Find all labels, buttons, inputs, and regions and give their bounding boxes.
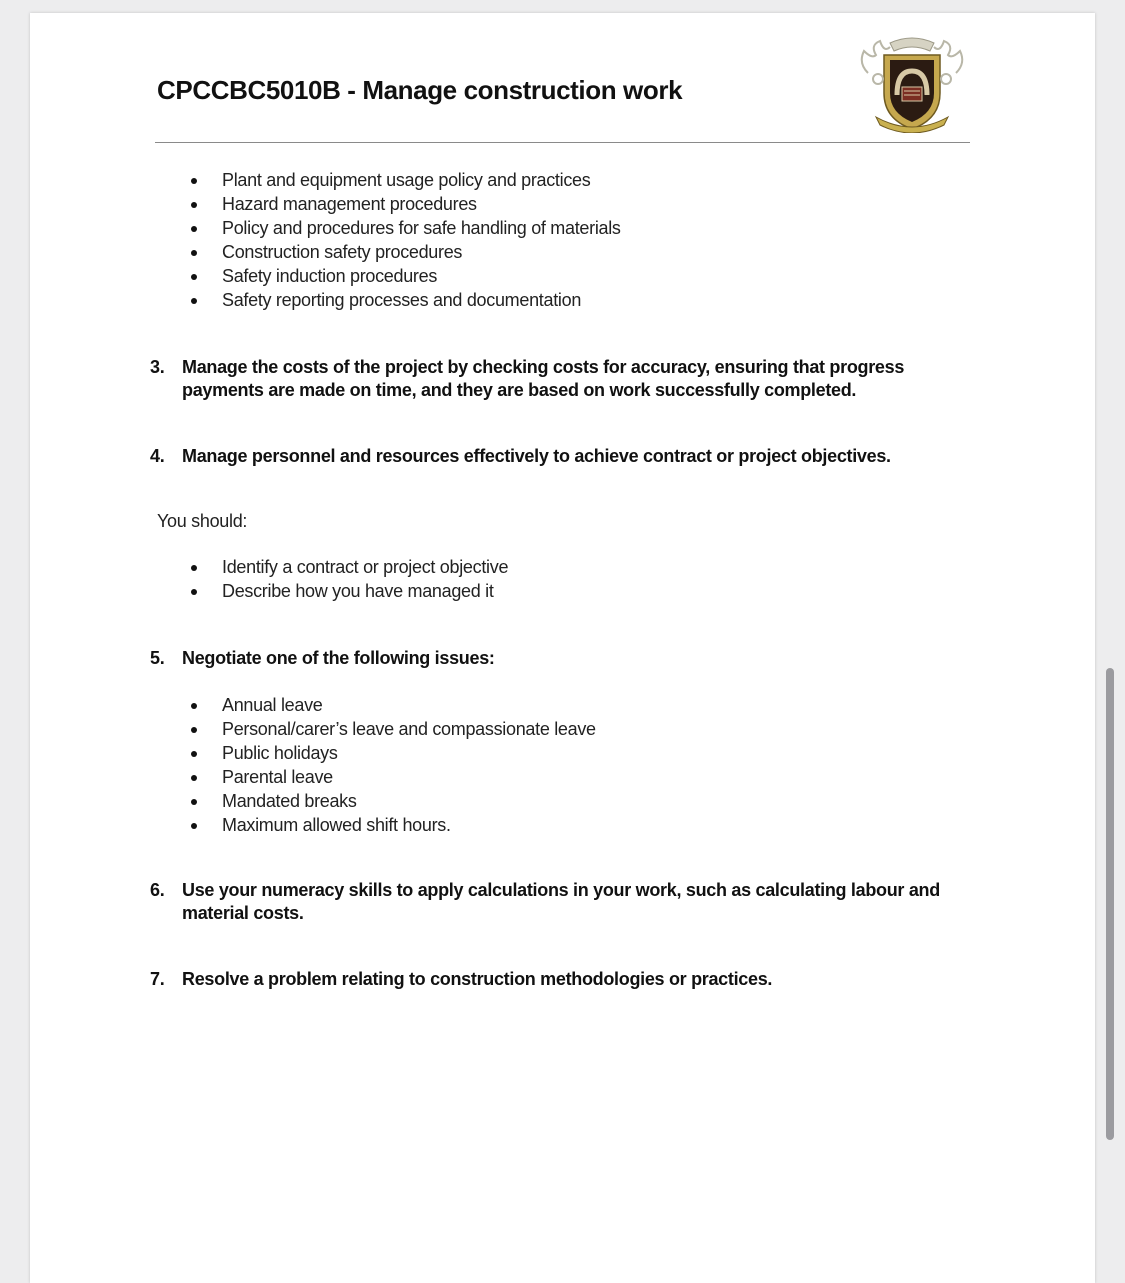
bullet-icon xyxy=(191,589,197,595)
bullet-icon xyxy=(191,202,197,208)
list-item: Personal/carer’s leave and compassionate leave xyxy=(30,717,596,741)
vertical-scrollbar[interactable] xyxy=(1106,668,1114,1140)
list-item: Parental leave xyxy=(30,765,596,789)
bullet-icon xyxy=(191,250,197,256)
task-item-4: 4. Manage personnel and resources effectively to achieve contract or project objectives. xyxy=(150,446,891,466)
bullet-icon xyxy=(191,727,197,733)
safety-policy-list xyxy=(30,168,621,312)
page-title: CPCCBC5010B - Manage construction work xyxy=(157,75,683,105)
bullet-icon xyxy=(191,751,197,757)
list-item: Construction safety procedures xyxy=(30,240,621,264)
bullet-icon xyxy=(191,565,197,571)
task-item-7: 7. Resolve a problem relating to construction methodologies or practices. xyxy=(150,969,773,989)
task-item-3: 3. Manage the costs of the project by checking costs for accuracy, ensuring that progress payments are made on time, and they are based on work successfully completed. xyxy=(150,357,905,400)
list-item: Policy and procedures for safe handling of materials xyxy=(30,216,621,240)
bullet-icon xyxy=(191,775,197,781)
task-item-5: 5. Negotiate one of the following issues: xyxy=(150,648,495,668)
list-item: Safety reporting processes and documentation xyxy=(30,288,621,312)
list-item: Mandated breaks xyxy=(30,789,596,813)
crest-logo-icon xyxy=(854,33,970,133)
list-item: Identify a contract or project objective xyxy=(30,555,508,579)
bullet-icon xyxy=(191,178,197,184)
bullet-icon xyxy=(191,226,197,232)
list-item: Maximum allowed shift hours. xyxy=(30,813,596,837)
objective-list xyxy=(30,555,508,603)
bullet-icon xyxy=(191,823,197,829)
list-item: Hazard management procedures xyxy=(30,192,621,216)
list-item: Public holidays xyxy=(30,741,596,765)
document-page xyxy=(30,13,1095,1283)
bullet-icon xyxy=(191,298,197,304)
bullet-icon xyxy=(191,274,197,280)
you-should-label: You should: xyxy=(157,511,248,531)
bullet-icon xyxy=(191,799,197,805)
issues-list xyxy=(30,693,596,837)
task-item-6: 6. Use your numeracy skills to apply calculations in your work, such as calculating labour and material costs. xyxy=(150,880,940,923)
bullet-icon xyxy=(191,703,197,709)
list-item: Annual leave xyxy=(30,693,596,717)
list-item: Describe how you have managed it xyxy=(30,579,508,603)
header-divider xyxy=(155,142,970,143)
list-item: Plant and equipment usage policy and practices xyxy=(30,168,621,192)
list-item: Safety induction procedures xyxy=(30,264,621,288)
